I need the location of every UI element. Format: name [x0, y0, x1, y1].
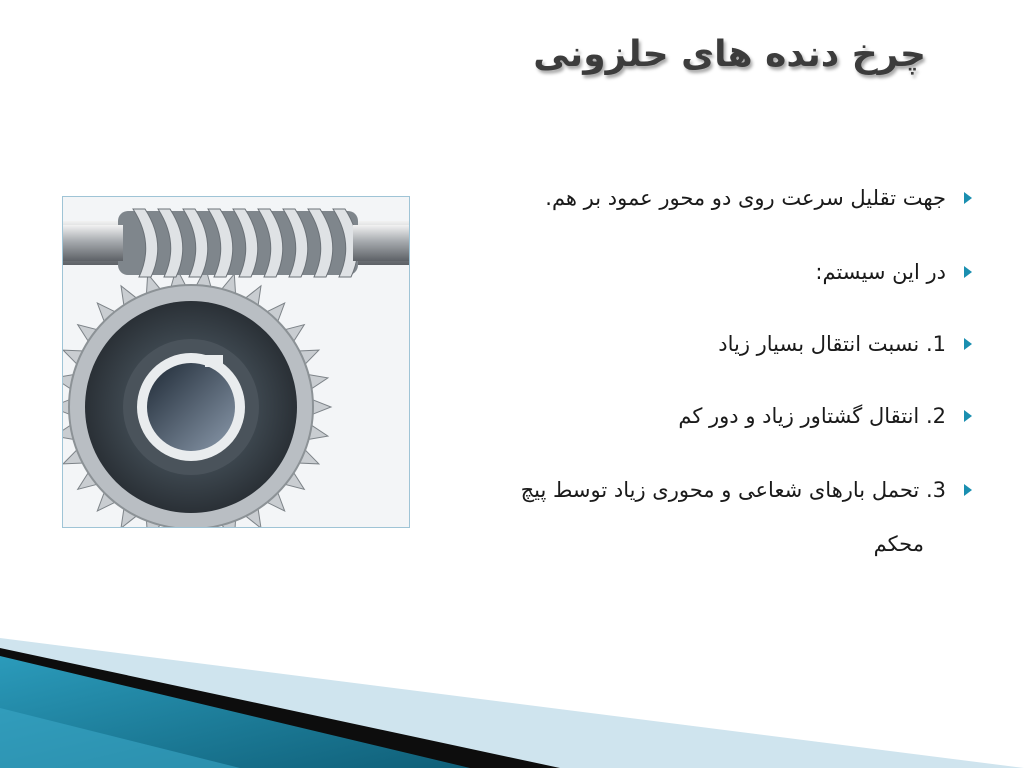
corner-decoration — [0, 638, 1024, 768]
bullet-item — [678, 390, 946, 442]
worm-gear-photo — [62, 196, 410, 528]
bullet-arrow-icon — [964, 338, 972, 350]
bullet-text: جهت تقلیل سرعت روی دو محور عمود بر هم. — [545, 186, 946, 210]
slide-title: چرخ دنده های حلزونی — [533, 34, 926, 75]
bullet-text: 1. نسبت انتقال بسیار زیاد — [718, 332, 946, 356]
bullet-arrow-icon — [964, 410, 972, 422]
bullet-item — [718, 318, 946, 370]
bullet-item — [815, 246, 946, 298]
bullet-text: در این سیستم: — [815, 260, 946, 284]
bullet-continuation: محکم — [873, 532, 924, 556]
bullet-item — [521, 464, 946, 516]
bullet-text: 2. انتقال گشتاور زیاد و دور کم — [678, 404, 946, 428]
worm-gear-icon — [63, 197, 409, 527]
bullet-text: 3. تحمل بارهای شعاعی و محوری زیاد توسط پیچ — [520, 478, 946, 502]
bullet-item — [545, 172, 946, 224]
bullet-arrow-icon — [964, 266, 972, 278]
bullet-arrow-icon — [964, 192, 972, 204]
bullet-arrow-icon — [964, 484, 972, 496]
